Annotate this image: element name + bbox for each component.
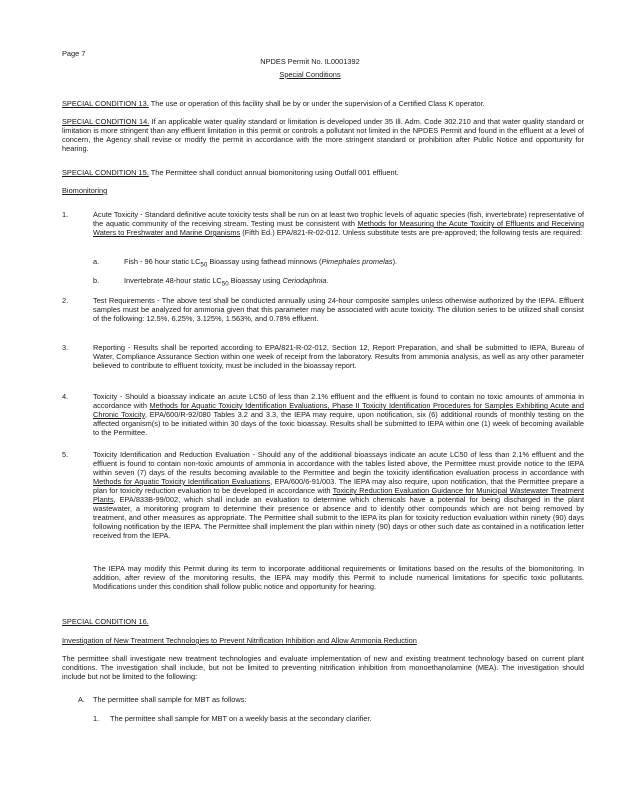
- test-requirements-paragraph: Test Requirements - The above test shall be conducted annually using 24-hour composite samples unless otherwise authorized by the IEPA. Effluent samples must be analyzed for ammonia given that this parameter may be associated with acute toxicity. The dilution series to be utilized shall consist of the following: 12.5%, 6.25%, 3.125%, 1.563%, and 0.78% effluent.: [93, 296, 584, 323]
- item-text: Toxicity Identification and Reduction Evaluation - Should any of the additional bioassays indicate an acute LC50 of less than 2.1% effluent and the effluent is found to contain non-toxic amounts of ammonia in accordance with the tables listed above, the Permittee must provide notice to the IEPA within seven (7) days of the results becoming available to the Permittee and begin the toxicity identification evaluation process in accordance with: [93, 450, 584, 477]
- test-letter: a.: [93, 257, 100, 266]
- test-subscript: 50: [200, 261, 208, 269]
- investigation-heading: Investigation of New Treatment Technologies to Prevent Nitrification Inhibition and Allow Ammonia Reduction: [62, 636, 417, 645]
- test-text: Invertebrate 48-hour static LC: [124, 276, 222, 285]
- item-number: 5.: [62, 450, 69, 459]
- method-reference: Methods for Aquatic Toxicity Identification Evaluations: [93, 477, 271, 486]
- biomonitoring-heading: Biomonitoring: [62, 186, 108, 195]
- reporting-paragraph: Reporting - Results shall be reported according to EPA/821-R-02-012, Section 12, Report Preparation, and shall be submitted to IEPA, Bureau of Water, Compliance Assurance Section within one week of receipt from the laboratory. Results from ammonia analysis, as well as any other parameter believed to contribute to effluent toxicity, must be included in the bioassay report.: [93, 343, 584, 370]
- item-text: , EPA/600/R-92/080 Tables 3.2 and 3.3, the IEPA may require, upon notification, six (6) additional rounds of monthly testing on the affected organism(s) to be initiated within 30 days of the toxic bioassay. Results shall be submitted to IEPA within one (1) week of becoming available to the Permittee.: [93, 410, 584, 437]
- item-number: 4.: [62, 392, 69, 401]
- condition-text: If an applicable water quality standard or limitation is developed under 35 Ill. Adm. Code 302.210 and that water quality standard or limitation is more stringent than any effluent limitation in this permit or controls a pollutant not limited in the NPDES Permit and found in the effluent at a level of concern, the Agency shall revise or modify the permit in accordance with the more stringent standard or prohibition after Public Notice and opportunity for hearing.: [62, 117, 585, 153]
- species-name: Ceriodaphnia: [282, 276, 327, 285]
- condition-label: SPECIAL CONDITION 14.: [62, 117, 150, 126]
- page-title: Special Conditions: [279, 70, 341, 79]
- list-number: 1.: [93, 714, 100, 723]
- special-condition-14: [62, 117, 584, 153]
- item-text: , EPA/600/6-91/003. The IEPA may also require, upon notification, that the Permittee prepare a plan for toxicity reduction evaluation to be developed in accordance with: [93, 477, 585, 495]
- invertebrate-test: [124, 276, 584, 288]
- page-number: Page 7: [62, 49, 86, 58]
- method-reference: Methods for Aquatic Toxicity Identification Evaluations, Phase II Toxicity Identification Procedures for Samples Exhibiting Acute and Chronic Toxicity: [93, 401, 584, 419]
- permit-number: NPDES Permit No. IL0001392: [260, 57, 360, 66]
- condition-label: SPECIAL CONDITION 15.: [62, 168, 149, 177]
- special-condition-13: [62, 99, 584, 108]
- test-text: ).: [392, 257, 398, 266]
- item-number: 2.: [62, 296, 69, 305]
- sampling-subitem: The permittee shall sample for MBT on a weekly basis at the secondary clarifier.: [110, 714, 372, 723]
- permit-modification-paragraph: The IEPA may modify this Permit during its term to incorporate additional requirements or limitations based on the results of the biomonitoring. In addition, after review of the monitoring results, the IEPA may modify this Permit to include numerical limitations for specific toxic pollutants. Modifications under this condition shall follow public notice and opportunity for hearing.: [93, 564, 584, 591]
- test-text: .: [326, 276, 329, 285]
- species-name: Pimephales promelas: [321, 257, 393, 266]
- item-text: Toxicity - Should a bioassay indicate an acute LC50 of less than 2.1% effluent and the effluent is found to contain no toxic amounts of ammonia in accordance with: [93, 392, 584, 410]
- investigation-paragraph: The permittee shall investigate new treatment technologies and evaluate implementation of new and existing treatment technology based on current plant conditions. The investigation shall include, but not be limited to preventing nitrification inhibition from monoethanolamine (MEA). The investigation should include but not be limited to the following:: [62, 654, 584, 681]
- toxicity-paragraph: [93, 392, 584, 437]
- special-condition-16-label: SPECIAL CONDITION 16.: [62, 617, 149, 626]
- acute-toxicity-paragraph: [93, 210, 584, 237]
- item-number: 3.: [62, 343, 69, 352]
- list-letter: A.: [78, 695, 85, 704]
- condition-text: The Permittee shall conduct annual biomonitoring using Outfall 001 effluent.: [148, 168, 399, 177]
- sampling-item: The permittee shall sample for MBT as follows:: [93, 695, 247, 704]
- condition-label: SPECIAL CONDITION 13.: [62, 99, 149, 108]
- test-text: Bioassay using fathead minnows (: [207, 257, 322, 266]
- toxicity-reduction-paragraph: [93, 450, 584, 540]
- item-text: Acute Toxicity - Standard definitive acute toxicity tests shall be run on at least two trophic levels of aquatic species (fish, invertebrate) representative of the aquatic community of the receiving stream. Testing must be consistent with: [93, 210, 584, 228]
- item-text: , EPA/833B-99/002, which shall include an evaluation to determine which chemicals have a potential for being discharged in the plant wastewater, a monitoring program to determine their presence or absence and to identify other compounds which are not being removed by treatment, and other measures as appropriate. The Permittee shall submit to the IEPA its plan for toxicity reduction evaluation within ninety (90) days following notification by the IEPA. The Permittee shall implement the plan within ninety (90) days or other such date as contained in a notification letter received from the IEPA.: [93, 495, 584, 540]
- test-text: Fish - 96 hour static LC: [124, 257, 201, 266]
- test-text: Bioassay using: [228, 276, 283, 285]
- condition-text: The use or operation of this facility shall be by or under the supervision of a Certified Class K operator.: [148, 99, 485, 108]
- fish-test: [124, 257, 584, 269]
- test-letter: b.: [93, 276, 100, 285]
- method-reference: Toxicity Reduction Evaluation Guidance for Municipal Wastewater Treatment Plants: [93, 486, 584, 504]
- test-subscript: 50: [221, 280, 229, 288]
- item-text: (Fifth Ed.) EPA/821-R-02-012. Unless substitute tests are pre-approved; the following tests are required:: [240, 228, 583, 237]
- method-reference: Methods for Measuring the Acute Toxicity of Effluents and Receiving Waters to Freshwater and Marine Organisms: [93, 219, 584, 237]
- item-number: 1.: [62, 210, 69, 219]
- special-condition-15: [62, 168, 584, 177]
